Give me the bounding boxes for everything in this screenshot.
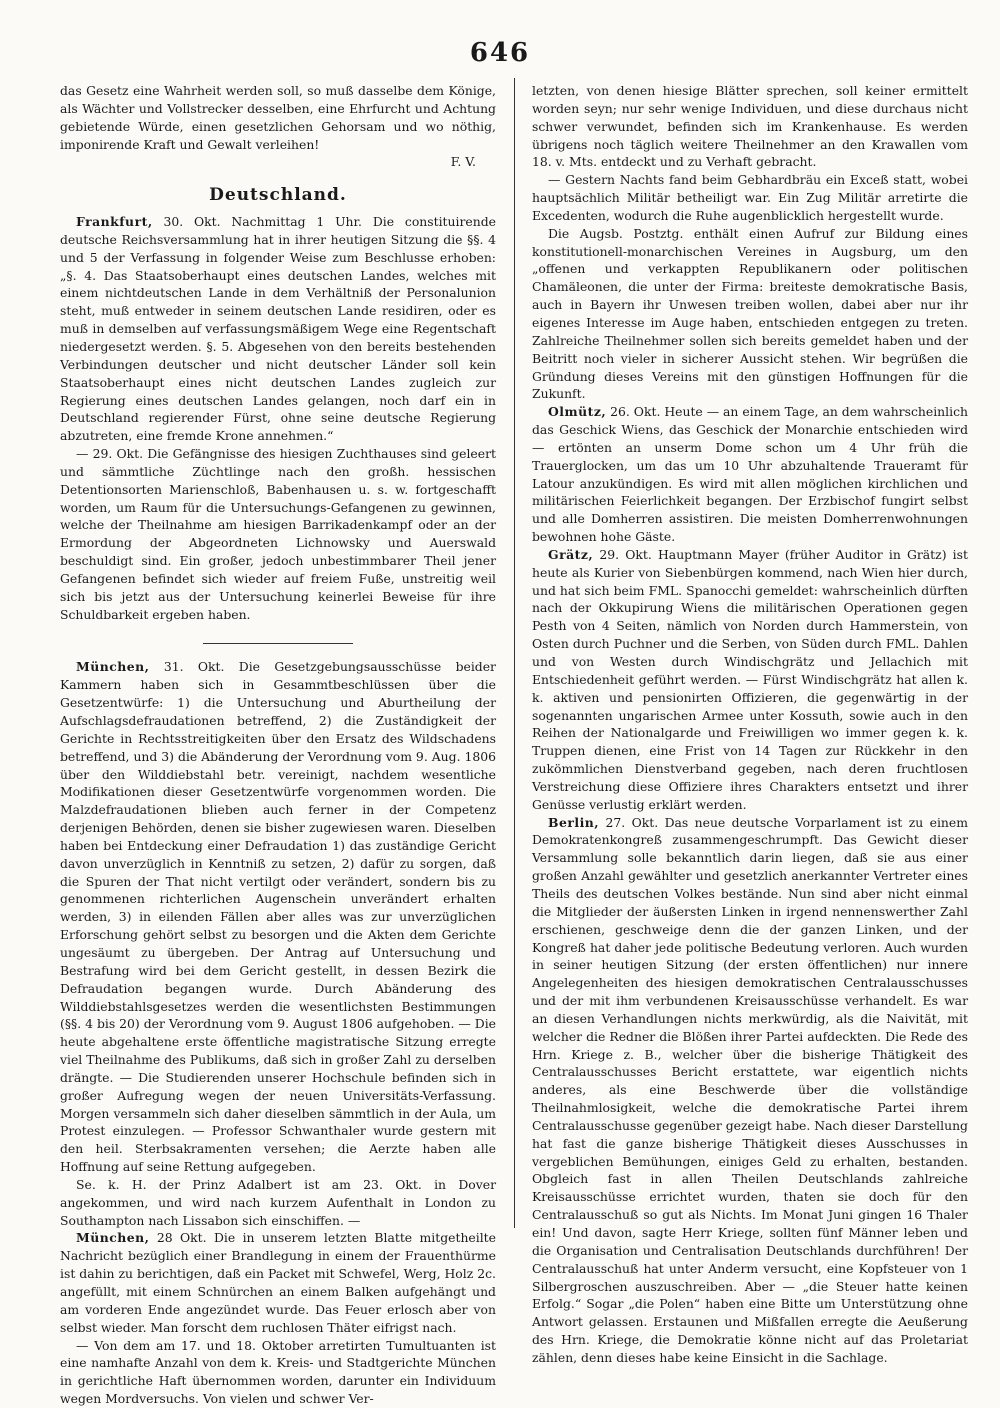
section-title: Deutschland. — [209, 185, 347, 206]
dateline-place: Olmütz, — [548, 404, 607, 420]
intro-signature: F. V. — [450, 154, 476, 170]
intro-paragraph: das Gesetz eine Wahrheit werden soll, so muß dasselbe dem Könige, als Wächter und Vollstrecker desselben, eine Ehrfurcht und Achtung gebietende Würde, einen gesetzlichen Gehorsam und wo nöthig, imponirende Kraft und Gewalt verleihen! — [60, 83, 496, 152]
article-muenchen-28 — [60, 1229, 496, 1336]
dateline-place: München, — [76, 659, 150, 675]
article-berlin — [532, 814, 968, 1367]
page-number: 646 — [469, 38, 531, 68]
article-tumultuanten: — Von dem am 17. und 18. Oktober arretirten Tumultuanten ist eine namhafte Anzahl von dem k. Kreis- und Stadtgerichte München in gerichtliche Haft übernommen worden, darunter ein Individuum wegen Mordversuchs. Von vielen und schwer Ver- — [60, 1337, 496, 1407]
article-text: 26. Okt. Heute — an einem Tage, an dem wahrscheinlich das Geschick Wiens, das Geschick der Monarchie entschieden wird — ertönten an unserm Dome schon um 4 Uhr früh die Trauerglocken, um das um 10 Uhr abzuhaltende Traueramt für Latour anzukündigen. Es wird mit allen möglichen kirchlichen und militärischen Feierlichkeit begangen. Der Erzbischof fungirt selbst und alle Domherren assistiren. Die meisten Domherrenwohnungen bewohnen hohe Gäste. — [532, 404, 969, 545]
article-frankfurt-29: — 29. Okt. Die Gefängnisse des hiesigen Zuchthauses sind geleert und sämmtliche Züchtlinge nach den großh. hessischen Detentionsorten Marienschloß, Babenhausen u. s. w. fortgeschafft worden, um Raum für die Untersuchungs-Gefangenen zu gewinnen, welche der Theilnahme am hiesigen Barrikadenkampf oder an der Ermordung der Abgeordneten Lichnowsky und Auerswald beschuldigt sind. Ein großer, jedoch unbestimmbarer Theil jener Gefangenen befindet sich wieder auf freiem Fuße, unstreitig weil sich bis jetzt aus der Untersuchung keinerlei Beweise für ihre Schuldbarkeit ergeben haben. — [60, 446, 496, 622]
article-text: 29. Okt. Hauptmann Mayer (früher Auditor in Grätz) ist heute als Kurier von Siebenbürgen kommend, nach Wien hier durch, und hat sich beim FML. Spanocchi gemeldet: wahrscheinlich dürften nach der Okkupirung Wiens die militärischen Operationen gegen Pesth von 4 Seiten, nämlich von Norden durch Hammerstein, von Osten durch Puchner und die Serben, von Süden durch FML. Dahlen und von Westen durch Windischgrätz und Jellachich mit Entschiedenheit geführt werden. — Fürst Windischgrätz hat allen k. k. aktiven und pensionirten Offizieren, die gegenwärtig in der sogenannten ungarischen Armee unter Kossuth, sowie auch in den Reihen der Nationalgarde und Freiwilligen wo immer gegen k. k. Truppen dienen, eine Frist von 14 Tagen zur Rückkehr in den zukömmlichen Dienstverband gegeben, nach deren fruchtlosen Verstreichung diese Offiziere ihres Charakters entsetzt und ihrer Genüsse verlustig erklärt werden. — [532, 546, 968, 812]
dateline-place: Frankfurt, — [76, 214, 153, 230]
article-continuation: letzten, von denen hiesige Blätter sprechen, soll keiner ermittelt worden seyn; nur sehr wenige Individuen, und diese durchaus nicht schwer verwundet, befinden sich im Krankenhause. Es werden übrigens noch täglich weitere Theilnehmer an den Krawallen vom 18. v. Mts. entdeckt und zu Verhaft gebracht. — [532, 83, 968, 170]
article-text: 31. Okt. Die Gesetzgebungsausschüsse beider Kammern haben sich in Gesammtbeschlüssen über die Gesetzentwürfe: 1) die Untersuchung und Aburtheilung der Aufschlagsdefraudationen betreffend, 2) die Zuständigkeit der Gerichte in Rechtsstreitigkeiten über den Ersatz des Wildschadens betreffend, und 3) die Abänderung der Verordnung vom 9. Aug. 1806 über den Wilddiebstahl betr. vereinigt, nachdem wesentliche Modifikationen dieser Gesetzentwürfe vorgenommen worden. Die Malzdefraudationen blieben auch ferner in der Competenz derjenigen Behörden, denen sie bisher zugewiesen waren. Dieselben haben bei Entdeckung einer Defraudation 1) das zuständige Gericht davon unverzüglich in Kenntniß zu setzen, 2) dafür zu sorgen, daß die Spuren der That nicht vertilgt oder verändert, sondern bis zu genommenen richterlichen Augenschein unverändert erhalten werden, 3) in eilenden Fällen aber alles was zur unverzüglichen Erforschung gehört selbst zu besorgen und die Akten dem Gerichte ungesäumt zu übergeben. Der Antrag auf Untersuchung und Bestrafung wird bei dem Gericht gestellt, in dessen Bezirk die Defraudation begangen wurde. Durch Abänderung des Wilddiebstahlsgesetzes werden die wesentlichsten Bestimmungen (§§. 4 bis 20) der Verordnung vom 9. August 1806 aufgehoben. — Die heute abgehaltene erste öffentliche magistratische Sitzung erregte viel Theilnahme des Publikums, daß sich in großer Zahl zu derselben drängte. — Die Studierenden unserer Hochschule befinden sich in großer Aufregung wegen der neuen Universitäts-Verfassung. Morgen versammeln sich daher dieselben sämmtlich in der Aula, um Protest einzulegen. — Professor Schwanthaler wurde gestern mit den heil. Sterbsakramenten versehen; die Aerzte haben alle Hoffnung auf seine Rettung aufgegeben. — [60, 659, 496, 1175]
dateline-place: München, — [76, 1230, 150, 1246]
article-muenchen-31 — [60, 658, 496, 1175]
article-olmuetz — [532, 403, 968, 546]
section-rule — [203, 643, 353, 644]
article-text: 30. Okt. Nachmittag 1 Uhr. Die constituirende deutsche Reichsversammlung hat in ihrer heutigen Sitzung die §§. 4 und 5 der Verfassung in folgender Weise zum Beschlusse erhoben: „§. 4. Das Staatsoberhaupt eines deutschen Landes, welches mit einem nichtdeutschen Lande in dem Verhältniß der Personalunion steht, muß entweder in seinem deutschen Lande residiren, oder es muß in demselben auf verfassungsmäßigem Wege eine Regentschaft niedergesetzt werden. §. 5. Abgesehen von den bereits bestehenden Verbindungen deutscher und nicht deutscher Länder soll kein Staatsoberhaupt eines nicht deutschen Landes zugleich zur Regierung eines deutschen Landes gelangen, noch darf ein in Deutschland regierender Fürst, ohne seine deutsche Regierung abzutreten, eine fremde Krone annehmen.“ — [60, 214, 496, 444]
right-column — [532, 82, 968, 1367]
article-prinz-adalbert: Se. k. H. der Prinz Adalbert ist am 23. Okt. in Dover angekommen, und wird nach kurzem Aufenthalt in London zu Southampton nach Lissabon sich einschiffen. — — [60, 1176, 496, 1228]
article-graetz — [532, 546, 968, 814]
article-augsb-postztg: Die Augsb. Postztg. enthält einen Aufruf zur Bildung eines konstitutionell-monarchischen Vereines in Augsburg, um den „offenen und verkappten Republikanern oder politischen Chamäleonen, die unter der Firma: breiteste demokratische Basis, auch in Bayern ihr Unwesen treiben wollen, dabei aber nur ihr eigenes Interesse im Auge haben, entschieden entgegen zu treten. Zahlreiche Theilnehmer sollen sich bereits gemeldet haben und der Beitritt noch vieler in sicherer Aussicht stehen. Wir begrüßen die Gründung dieses Vereins mit den günstigen Hoffnungen für die Zukunft. — [532, 225, 968, 402]
column-divider — [514, 78, 515, 1228]
dateline-place: Berlin, — [548, 814, 600, 830]
article-text: 28 Okt. Die in unserem letzten Blatte mitgetheilte Nachricht bezüglich einer Brandlegung in einem der Frauenthürme ist dahin zu berichtigen, daß ein Packet mit Schwefel, Werg, Holz 2c. angefüllt, mit einem Schnürchen an einem Balken aufgehängt und am vorderen Ende angezündet wurde. Das Feuer erlosch aber von selbst wieder. Man forscht dem ruchlosen Thäter eifrigst nach. — [60, 1230, 496, 1335]
left-column — [60, 82, 496, 1408]
article-text: 27. Okt. Das neue deutsche Vorparlament ist zu einem Demokratenkongreß zusammengeschrumpft. Das Gewicht dieser Versammlung solle bekanntlich darin liegen, daß sie aus einer großen Anzahl gewählter und gesetzlich anerkannter Vertreter eines Theils des deutschen Volkes bestände. Nun sind aber nicht einmal die Mitglieder der äußersten Linken in irgend nennenswerther Zahl erschienen, geschweige denn die der ganzen Linken, und der Kongreß hat daher jede politische Bedeutung verloren. Auch wurden in seiner heutigen Sitzung (der ersten öffentlichen) nur innere Angelegenheiten des hiesigen demokratischen Centralausschusses und der mit ihm verbundenen Kreisausschüsse verhandelt. Es war an diesen Verhandlungen nichts merkwürdig, als die Naivität, mit welcher die Redner die Blößen ihrer Partei aufdeckten. Die Rede des Hrn. Kriege z. B., welcher über die bisherige Thätigkeit des Centralausschusses Bericht erstattete, war eigentlich nichts anderes, als eine Beschwerde über die vollständige Theilnahmlosigkeit, welche die demokratische Partei ihrem Centralausschusse gegenüber gezeigt habe. Nach dieser Darstellung hat fast die ganze bisherige Thätigkeit dieses Ausschusses in vergeblichen Bemühungen, einiges Geld zu erhalten, bestanden. Obgleich fast in allen Theilen Deutschlands zahlreiche Kreisausschüsse errichtet wurden, thaten sie doch für den Centralausschuß so gut als Nichts. Im Monat Juni gingen 16 Thaler ein! Und davon, sagte Herr Kriege, sollten fünf Männer leben und die Organisation und Centralisation Deutschlands durchführen! Der Centralausschuß hat unter Anderm versucht, eine Kopfsteuer von 1 Silbergroschen auszuschreiben. Aber — „die Steuer hatte keinen Erfolg.“ Sogar „die Polen“ haben eine Bitte um Unterstützung ohne Antwort gelassen. Erstaunen und Mißfallen erregte die Aeußerung des Hrn. Kriege, die Demokratie könne nicht auf das Proletariat zählen, denn dieses habe keine Einsicht in die Sachlage. — [532, 814, 968, 1365]
article-frankfurt — [60, 213, 496, 445]
article-gebhardbraeu: — Gestern Nachts fand beim Gebhardbräu ein Exceß statt, wobei hauptsächlich Militär betheiligt war. Ein Zug Militär arretirte die Excedenten, wodurch die Ruhe augenblicklich hergestellt wurde. — [532, 172, 968, 223]
dateline-place: Grätz, — [548, 546, 594, 562]
